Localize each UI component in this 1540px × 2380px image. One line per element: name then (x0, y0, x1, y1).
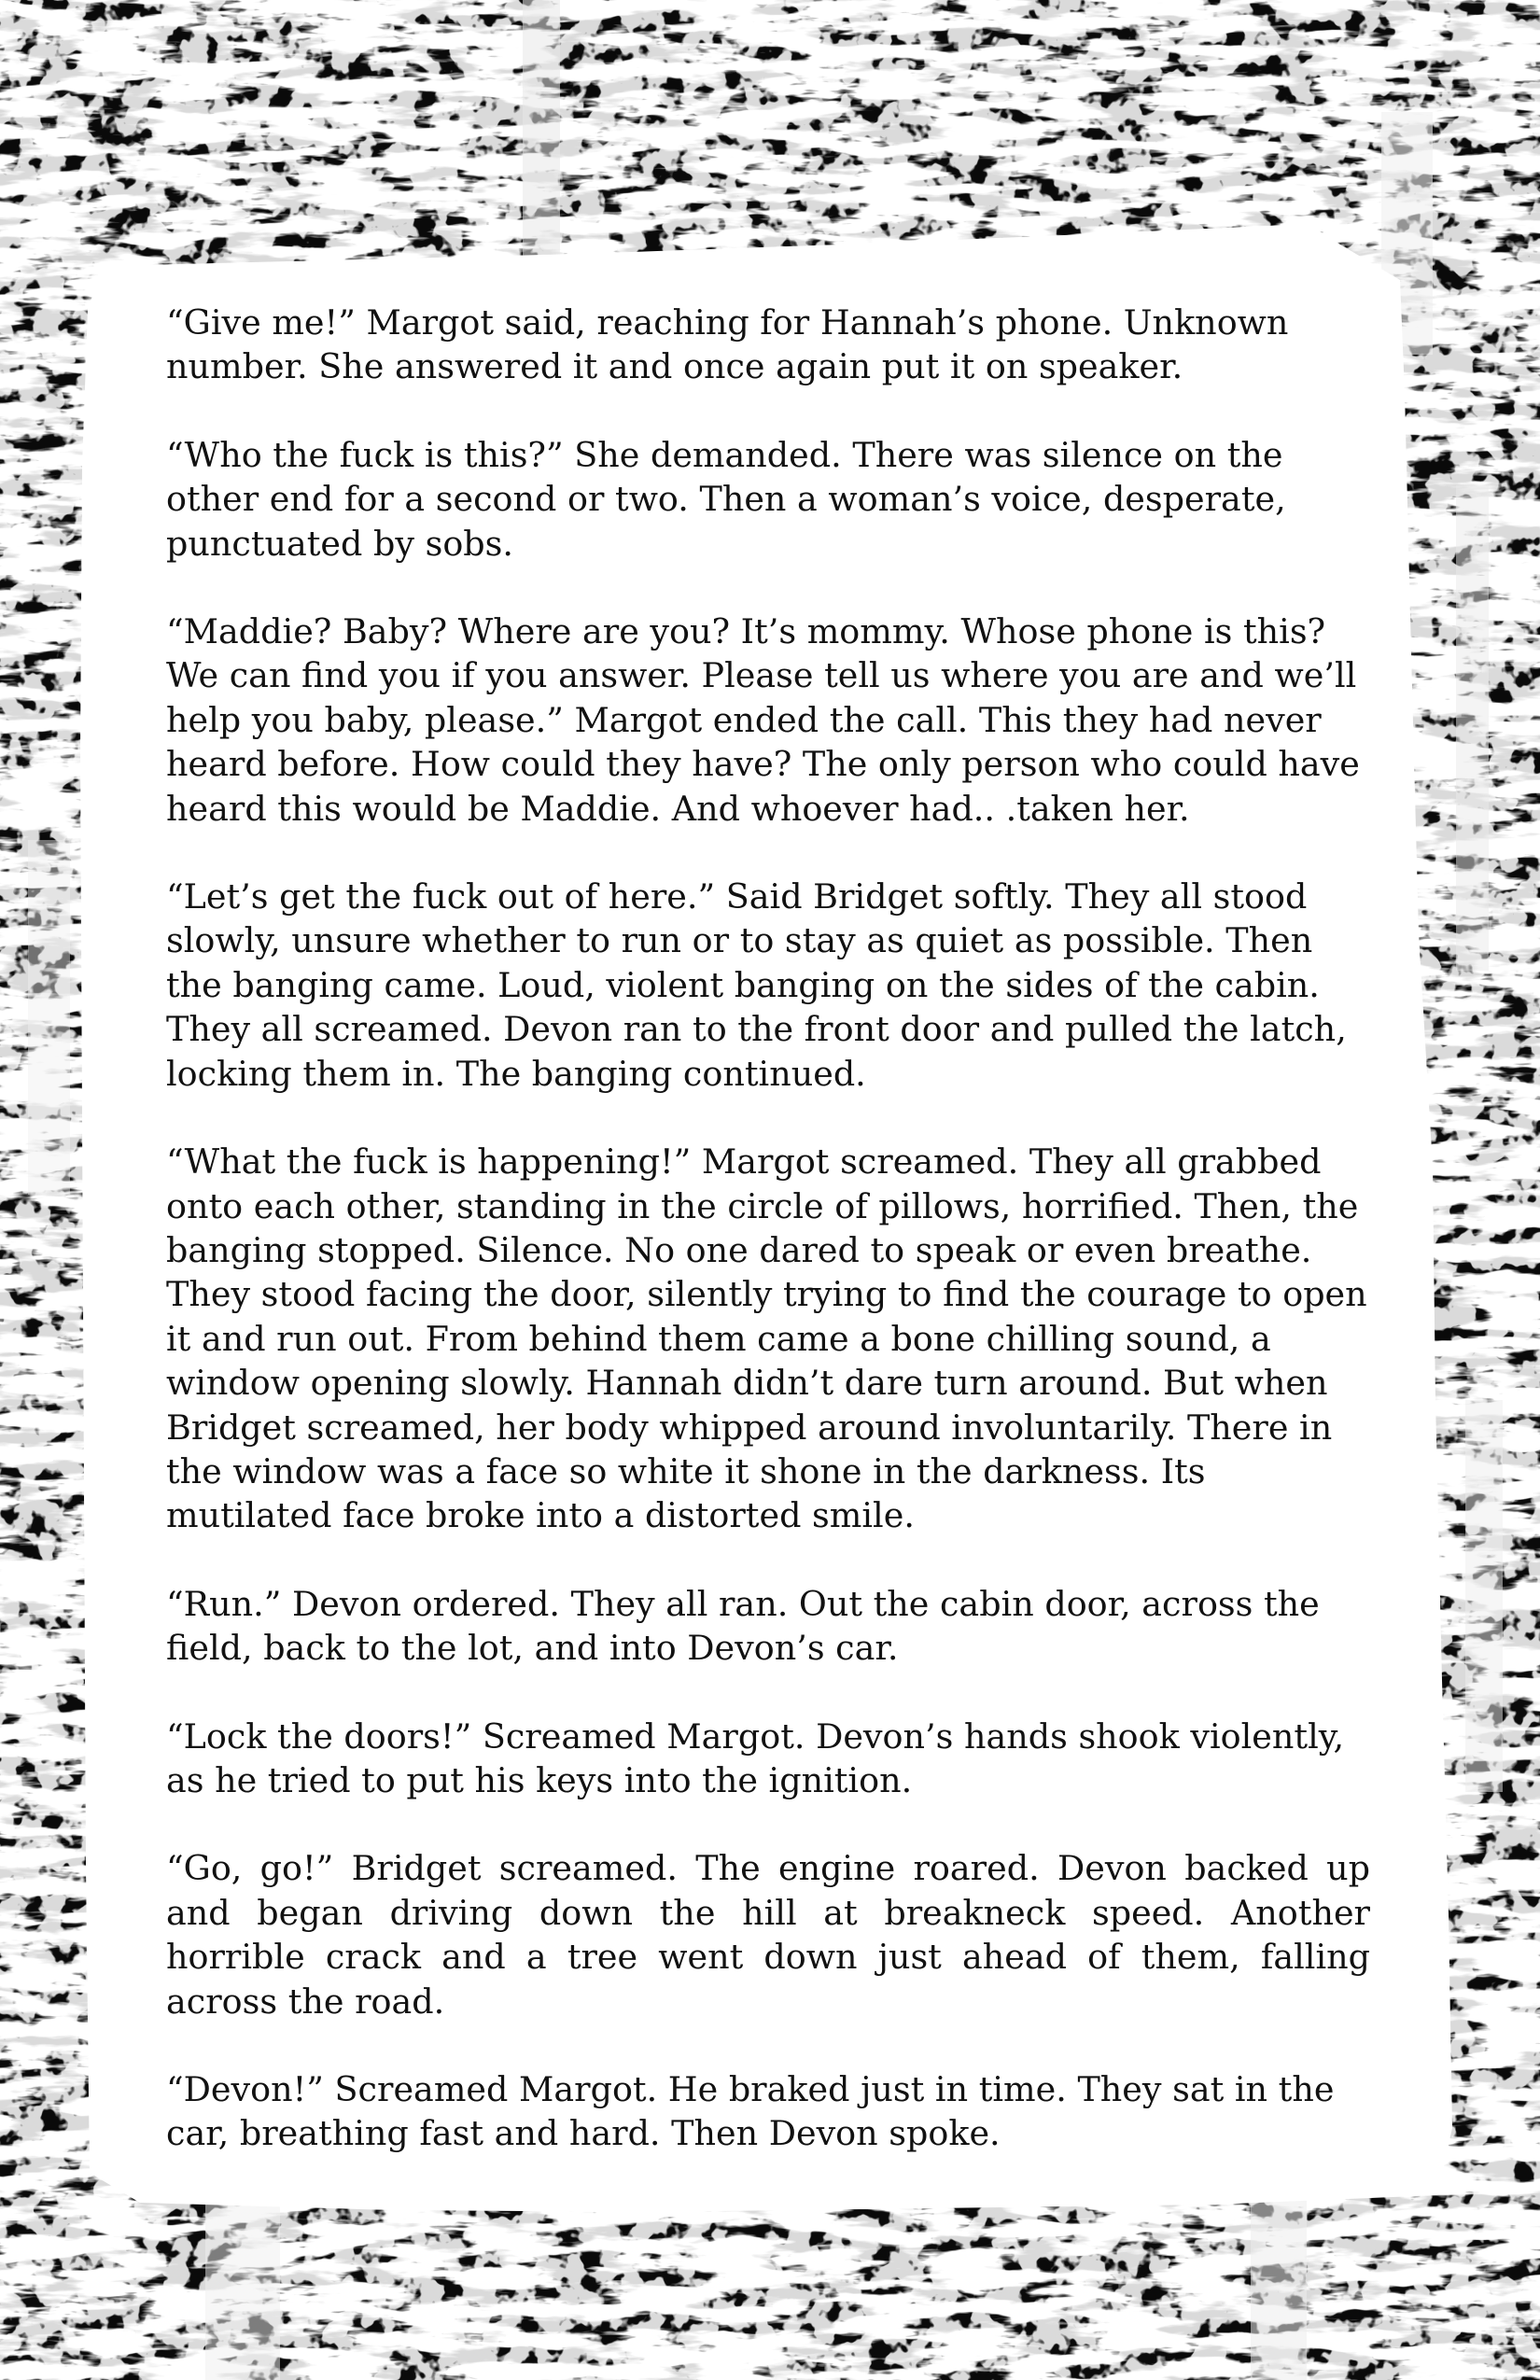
paragraph: “Let’s get the fuck out of here.” Said Bridget softly. They all stood slowly, unsure whether to run or to stay as quiet as possible. Then the banging came. Loud, violent banging on the sides of the cabin. They all screamed. Devon ran to the front door and pulled the latch, locking them in. The banging continued. (166, 876, 1347, 1094)
paragraph: “What the fuck is happening!” Margot screamed. They all grabbed onto each other, standing in the circle of pillows, horrified. Then, the banging stopped. Silence. No one dared to speak or even breathe. They stood facing the door, silently trying to find the courage to open it and run out. From behind them came a bone chilling sound, a window opening slowly. Hannah didn’t dare turn around. But when Bridget screamed, her body whipped around involuntarily. There in the window was a face so white it shone in the darkness. Its mutilated face broke into a distorted smile. (166, 1141, 1367, 1536)
story-text (166, 301, 1370, 2200)
paragraph: “Who the fuck is this?” She demanded. There was silence on the other end for a second or two. Then a woman’s voice, desperate, punctuated by sobs. (166, 434, 1286, 564)
paragraph: “Go, go!” Bridget screamed. The engine roared. Devon backed up and began driving down the hill at breakneck speed. Another horrible crack and a tree went down just ahead of them, falling across the road. (166, 1848, 1370, 2022)
paragraph: “Run.” Devon ordered. They all ran. Out the cabin door, across the field, back to the lot, and into Devon’s car. (166, 1583, 1320, 1669)
paragraph: “Devon!” Screamed Margot. He braked just in time. They sat in the car, breathing fast and hard. Then Devon spoke. (166, 2069, 1335, 2154)
paragraph: “Give me!” Margot said, reaching for Hannah’s phone. Unknown number. She answered it and once again put it on speaker. (166, 302, 1289, 387)
paragraph: “Maddie? Baby? Where are you? It’s mommy. Whose phone is this? We can find you if you answer. Please tell us where you are and we’ll help you baby, please.” Margot ended the call. This they had never heard before. How could they have? The only person who could have heard this would be Maddie. And whoever had.. .taken her. (166, 611, 1360, 829)
paragraph: “Lock the doors!” Screamed Margot. Devon’s hands shook violently, as he tried to put his keys into the ignition. (166, 1715, 1345, 1800)
